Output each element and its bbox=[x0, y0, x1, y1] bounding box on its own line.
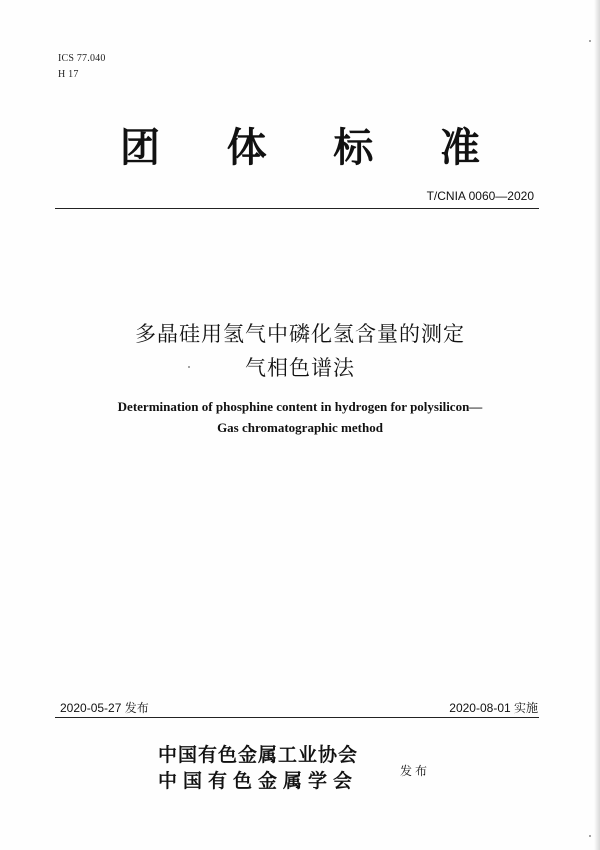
scan-speck bbox=[188, 366, 190, 368]
standard-type-char: 团 bbox=[120, 125, 160, 171]
english-title-line-2: Gas chromatographic method bbox=[217, 420, 383, 435]
standard-type-char: 标 bbox=[333, 125, 374, 171]
publication-date: 2020-05-27 发布 bbox=[60, 701, 149, 715]
standard-type-char: 准 bbox=[439, 125, 480, 171]
english-title-line-1: Determination of phosphine content in hydrogen for polysilicon— bbox=[117, 399, 483, 414]
standard-type-char: 体 bbox=[226, 125, 267, 171]
chinese-title-line-1: 多晶硅用氢气中磷化氢含量的测定 bbox=[135, 322, 465, 346]
implementation-date: 2020-08-01 实施 bbox=[449, 701, 538, 715]
ics-code: ICS 77.040 bbox=[58, 53, 106, 64]
issuer-line-1: 中国有色金属工业协会 bbox=[158, 744, 359, 766]
issuer-line-2: 中国有色金属学会 bbox=[158, 770, 359, 792]
ccs-code: H 17 bbox=[58, 69, 79, 80]
scan-speck bbox=[589, 40, 591, 42]
issue-label: 发布 bbox=[400, 764, 431, 778]
header-divider bbox=[55, 208, 539, 209]
scan-speck bbox=[589, 835, 591, 837]
standard-number: T/CNIA 0060—2020 bbox=[426, 189, 534, 203]
footer-divider bbox=[55, 717, 539, 718]
chinese-title-line-2: 气相色谱法 bbox=[245, 356, 355, 380]
standard-type-heading bbox=[120, 116, 480, 173]
